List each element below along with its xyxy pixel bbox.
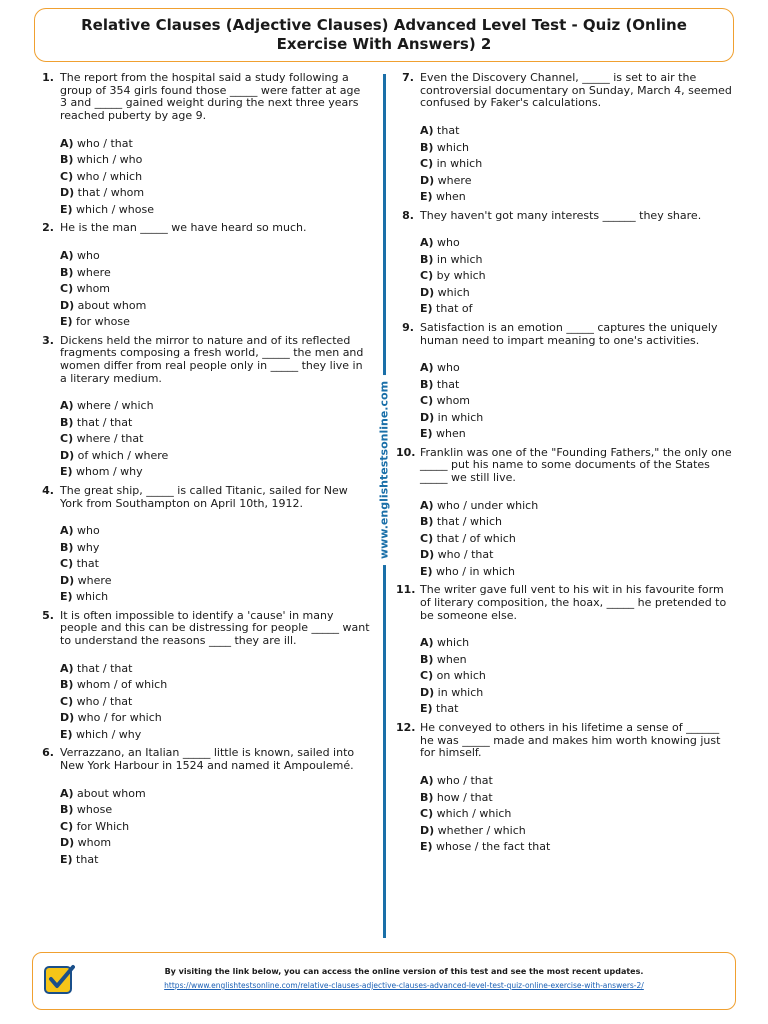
option-text: whose <box>76 803 113 817</box>
question-number: 8. <box>402 208 414 222</box>
answer-option[interactable] <box>420 668 736 685</box>
answer-option[interactable] <box>60 556 370 573</box>
option-letter: B) <box>60 153 74 167</box>
option-text: where <box>77 573 112 587</box>
option-letter: A) <box>60 661 74 675</box>
option-text: whose / the fact that <box>436 840 551 854</box>
page-title-box <box>34 8 734 62</box>
answer-option[interactable] <box>60 852 370 869</box>
answer-option[interactable] <box>60 431 370 448</box>
option-text: why <box>76 540 100 554</box>
question-body <box>420 584 736 718</box>
option-text: who / for which <box>77 711 162 725</box>
answer-option[interactable] <box>420 547 736 564</box>
answer-option[interactable] <box>60 298 370 315</box>
option-text: who / that <box>437 548 494 562</box>
question-number: 7. <box>402 71 414 84</box>
option-text: in which <box>437 410 484 424</box>
answer-option[interactable] <box>420 410 736 427</box>
option-letter: A) <box>60 524 74 538</box>
answer-option[interactable] <box>420 189 736 206</box>
option-text: who <box>437 361 460 375</box>
option-text: who / that <box>76 694 133 708</box>
option-text: when <box>436 190 466 204</box>
question-text: He is the man _____ we have heard so much. <box>60 221 307 235</box>
option-text: that <box>436 702 459 716</box>
option-letter: A) <box>60 249 74 263</box>
question-item <box>396 447 736 581</box>
option-text: whom / of which <box>76 678 168 692</box>
answer-option[interactable] <box>60 677 370 694</box>
question-body <box>60 335 370 481</box>
option-text: about whom <box>77 786 146 800</box>
option-letter: D) <box>420 410 435 424</box>
answer-option[interactable] <box>60 835 370 852</box>
question-text: The writer gave full vent to his wit in his favourite form of literary composition, the hoax, _____ he pretended to be someone else. <box>420 583 727 622</box>
question-text: Franklin was one of the "Founding Fathers," the only one _____ put his name to some documents of the States _____ we still live. <box>420 445 732 485</box>
question-item <box>36 747 370 868</box>
answer-option[interactable] <box>420 806 736 823</box>
question-number: 9. <box>402 320 414 334</box>
option-letter: B) <box>420 140 434 154</box>
option-text: that / of which <box>436 531 516 545</box>
option-text: which <box>437 285 470 299</box>
question-body <box>60 747 370 868</box>
question-text: They haven't got many interests ______ they share. <box>420 208 702 222</box>
option-text: on which <box>436 669 486 683</box>
question-number: 3. <box>42 333 54 347</box>
answer-option[interactable] <box>420 393 736 410</box>
answer-option[interactable] <box>60 523 370 540</box>
option-letter: A) <box>60 786 74 800</box>
option-text: where / that <box>76 432 144 446</box>
option-text: who <box>77 249 100 263</box>
answer-option[interactable] <box>60 694 370 711</box>
option-letter: B) <box>420 790 434 804</box>
footer-box <box>32 952 736 1010</box>
question-body <box>420 72 736 206</box>
answer-option[interactable] <box>60 398 370 415</box>
option-letter: A) <box>420 774 434 788</box>
footer-link[interactable]: https://www.englishtestsonline.com/relative-clauses-adjective-clauses-advanced-level-test-quiz-online-exercise-with-answers-2/ <box>164 981 644 990</box>
site-watermark: www.englishtestsonline.com <box>376 375 393 565</box>
option-text: who <box>77 524 100 538</box>
option-letter: D) <box>420 685 435 699</box>
option-text: whom <box>77 836 112 850</box>
option-letter: B) <box>60 678 74 692</box>
answer-option[interactable] <box>420 252 736 269</box>
option-letter: D) <box>60 711 75 725</box>
question-text: Even the Discovery Channel, _____ is set to air the controversial documentary on Sunday, March 4, seemed confused by Faker's calculations. <box>420 71 732 110</box>
question-item <box>396 72 736 206</box>
question-item <box>36 72 370 218</box>
option-letter: B) <box>60 803 74 817</box>
question-body <box>420 722 736 856</box>
option-letter: A) <box>420 636 434 650</box>
check-box-icon <box>43 963 75 995</box>
option-letter: A) <box>420 498 434 512</box>
answer-option[interactable] <box>420 498 736 515</box>
question-body <box>60 485 370 606</box>
option-text: that <box>437 124 460 138</box>
answer-option[interactable] <box>60 448 370 465</box>
option-text: that <box>436 377 460 391</box>
option-letter: C) <box>60 169 74 183</box>
option-text: when <box>436 427 466 441</box>
question-text: Dickens held the mirror to nature and of its reflected fragments composing a fresh world, _____ the men and women differ from real people only in _____ they live in a literary medium. <box>60 333 364 385</box>
answer-option[interactable] <box>420 823 736 840</box>
question-number: 6. <box>42 746 54 760</box>
question-item <box>36 485 370 606</box>
option-text: in which <box>437 685 484 699</box>
option-text: when <box>436 652 467 666</box>
question-item <box>36 222 370 330</box>
answer-option[interactable] <box>60 802 370 819</box>
option-text: that / that <box>76 415 133 429</box>
option-letter: A) <box>60 399 74 413</box>
answer-option[interactable] <box>420 235 736 252</box>
question-text: He conveyed to others in his lifetime a sense of ______ he was _____ made and makes him worth knowing just for himself. <box>420 720 721 760</box>
option-text: about whom <box>77 298 147 312</box>
answer-option[interactable] <box>420 773 736 790</box>
option-text: how / that <box>436 790 493 804</box>
option-letter: C) <box>420 669 434 683</box>
option-text: which / who <box>76 153 143 167</box>
option-text: by which <box>436 269 486 283</box>
option-letter: A) <box>60 136 74 150</box>
option-letter: E) <box>60 727 73 741</box>
answer-option[interactable] <box>60 169 370 186</box>
option-letter: C) <box>60 694 74 708</box>
question-number: 5. <box>42 608 54 622</box>
option-text: which <box>436 140 469 154</box>
question-body <box>60 222 370 330</box>
answer-option[interactable] <box>420 839 736 856</box>
answer-option[interactable] <box>420 790 736 807</box>
option-text: of which / where <box>77 448 169 462</box>
answer-option[interactable] <box>60 589 370 606</box>
answer-option[interactable] <box>420 685 736 702</box>
answer-option[interactable] <box>60 786 370 803</box>
option-letter: B) <box>420 652 434 666</box>
option-letter: D) <box>60 186 75 200</box>
option-letter: C) <box>60 819 74 833</box>
option-letter: C) <box>420 807 434 821</box>
option-letter: B) <box>60 265 74 279</box>
question-body <box>420 210 736 318</box>
option-letter: E) <box>60 590 73 604</box>
question-body <box>420 322 736 443</box>
option-letter: E) <box>420 190 433 204</box>
option-text: where / which <box>77 399 154 413</box>
answer-option[interactable] <box>420 173 736 190</box>
option-text: that <box>76 852 99 866</box>
answer-option[interactable] <box>60 265 370 282</box>
option-letter: E) <box>60 852 73 866</box>
question-item <box>396 210 736 318</box>
option-text: whether / which <box>437 823 526 837</box>
option-letter: B) <box>420 515 434 529</box>
option-text: that of <box>436 302 473 316</box>
option-letter: C) <box>420 394 434 408</box>
answer-option[interactable] <box>420 652 736 669</box>
answer-option[interactable] <box>420 426 736 443</box>
option-letter: B) <box>60 540 74 554</box>
option-text: whom <box>76 282 111 296</box>
option-text: which / which <box>436 807 512 821</box>
answer-option[interactable] <box>420 701 736 718</box>
option-text: which <box>437 636 470 650</box>
option-letter: D) <box>60 836 75 850</box>
option-text: whom / why <box>76 465 143 479</box>
question-text: The great ship, _____ is called Titanic, sailed for New York from Southampton on April 10th, 1912. <box>60 483 348 510</box>
question-item <box>36 610 370 744</box>
question-body <box>60 72 370 218</box>
question-body <box>60 610 370 744</box>
answer-option[interactable] <box>420 514 736 531</box>
answer-option[interactable] <box>420 285 736 302</box>
answer-option[interactable] <box>60 573 370 590</box>
answer-option[interactable] <box>420 301 736 318</box>
option-letter: B) <box>420 252 434 266</box>
option-text: who <box>437 236 460 250</box>
question-number: 4. <box>42 483 54 497</box>
option-text: where <box>76 265 111 279</box>
option-letter: D) <box>60 298 75 312</box>
option-letter: D) <box>420 548 435 562</box>
question-number: 12. <box>396 720 416 734</box>
option-text: who / which <box>76 169 143 183</box>
option-text: in which <box>436 157 483 171</box>
option-letter: E) <box>420 302 433 316</box>
answer-option[interactable] <box>420 123 736 140</box>
answer-option[interactable] <box>420 360 736 377</box>
answer-option[interactable] <box>60 136 370 153</box>
question-number: 10. <box>396 445 416 459</box>
option-text: that / which <box>436 515 503 529</box>
answer-option[interactable] <box>60 185 370 202</box>
option-text: who / that <box>77 136 133 150</box>
option-letter: C) <box>60 432 74 446</box>
option-letter: E) <box>60 465 73 479</box>
option-letter: E) <box>420 840 433 854</box>
option-text: where <box>437 173 472 187</box>
option-letter: A) <box>420 361 434 375</box>
option-letter: C) <box>60 557 74 571</box>
option-letter: E) <box>60 315 73 329</box>
option-letter: C) <box>420 531 434 545</box>
option-letter: A) <box>420 124 434 138</box>
question-number: 1. <box>42 71 54 84</box>
option-letter: C) <box>60 282 74 296</box>
page-title: Relative Clauses (Adjective Clauses) Advanced Level Test - Quiz (Online Exercise With Answers) 2 <box>81 16 687 53</box>
question-text: Satisfaction is an emotion _____ captures the uniquely human need to impart meaning to one's activities. <box>420 320 718 347</box>
answer-option[interactable] <box>60 281 370 298</box>
option-letter: B) <box>60 415 74 429</box>
option-text: who / that <box>437 774 493 788</box>
option-letter: D) <box>420 823 435 837</box>
option-text: which <box>76 590 109 604</box>
option-letter: E) <box>60 202 73 216</box>
option-letter: D) <box>60 573 75 587</box>
answer-option[interactable] <box>60 415 370 432</box>
option-text: who / in which <box>436 564 516 578</box>
question-item <box>36 335 370 481</box>
question-item <box>396 322 736 443</box>
option-letter: A) <box>420 236 434 250</box>
option-letter: E) <box>420 564 433 578</box>
option-letter: D) <box>420 285 435 299</box>
option-text: that / whom <box>77 186 145 200</box>
answer-option[interactable] <box>60 152 370 169</box>
option-text: which / why <box>76 727 142 741</box>
answer-option[interactable] <box>60 727 370 744</box>
question-number: 2. <box>42 221 54 235</box>
question-item <box>396 584 736 718</box>
answer-option[interactable] <box>420 531 736 548</box>
option-text: which / whose <box>76 202 154 216</box>
answer-option[interactable] <box>60 710 370 727</box>
option-text: that <box>76 557 99 571</box>
option-letter: E) <box>420 427 433 441</box>
option-text: for whose <box>76 315 130 329</box>
answer-option[interactable] <box>420 635 736 652</box>
questions-right-column <box>396 72 736 856</box>
answer-option[interactable] <box>420 156 736 173</box>
option-letter: C) <box>420 269 434 283</box>
question-text: Verrazzano, an Italian _____ little is known, sailed into New York Harbour in 1524 and named it Ampoulemé. <box>60 746 355 773</box>
question-text: The report from the hospital said a study following a group of 354 girls found those _____ were fatter at age 3 and _____ gained weight during the next three years reached puberty by age 9. <box>60 71 361 123</box>
option-text: in which <box>436 252 483 266</box>
option-text: whom <box>436 394 471 408</box>
answer-option[interactable] <box>60 540 370 557</box>
question-item <box>396 722 736 856</box>
option-letter: C) <box>420 157 434 171</box>
option-letter: E) <box>420 702 433 716</box>
question-text: It is often impossible to identify a 'cause' in many people and this can be distressing for people _____ want to understand the reasons ____ they are ill. <box>60 608 370 648</box>
option-letter: D) <box>420 173 435 187</box>
answer-option[interactable] <box>60 248 370 265</box>
answer-option[interactable] <box>420 564 736 581</box>
answer-option[interactable] <box>60 314 370 331</box>
questions-left-column <box>36 72 370 868</box>
answer-option[interactable] <box>60 819 370 836</box>
option-text: that / that <box>77 661 133 675</box>
answer-option[interactable] <box>60 202 370 219</box>
question-number: 11. <box>396 583 416 597</box>
option-text: who / under which <box>437 498 539 512</box>
option-letter: B) <box>420 377 434 391</box>
answer-option[interactable] <box>420 377 736 394</box>
answer-option[interactable] <box>60 661 370 678</box>
footer-text: By visiting the link below, you can access the online version of this test and see the most recent updates. <box>164 967 644 976</box>
answer-option[interactable] <box>60 464 370 481</box>
answer-option[interactable] <box>420 140 736 157</box>
option-letter: D) <box>60 448 75 462</box>
answer-option[interactable] <box>420 268 736 285</box>
question-body <box>420 447 736 581</box>
option-text: for Which <box>76 819 130 833</box>
